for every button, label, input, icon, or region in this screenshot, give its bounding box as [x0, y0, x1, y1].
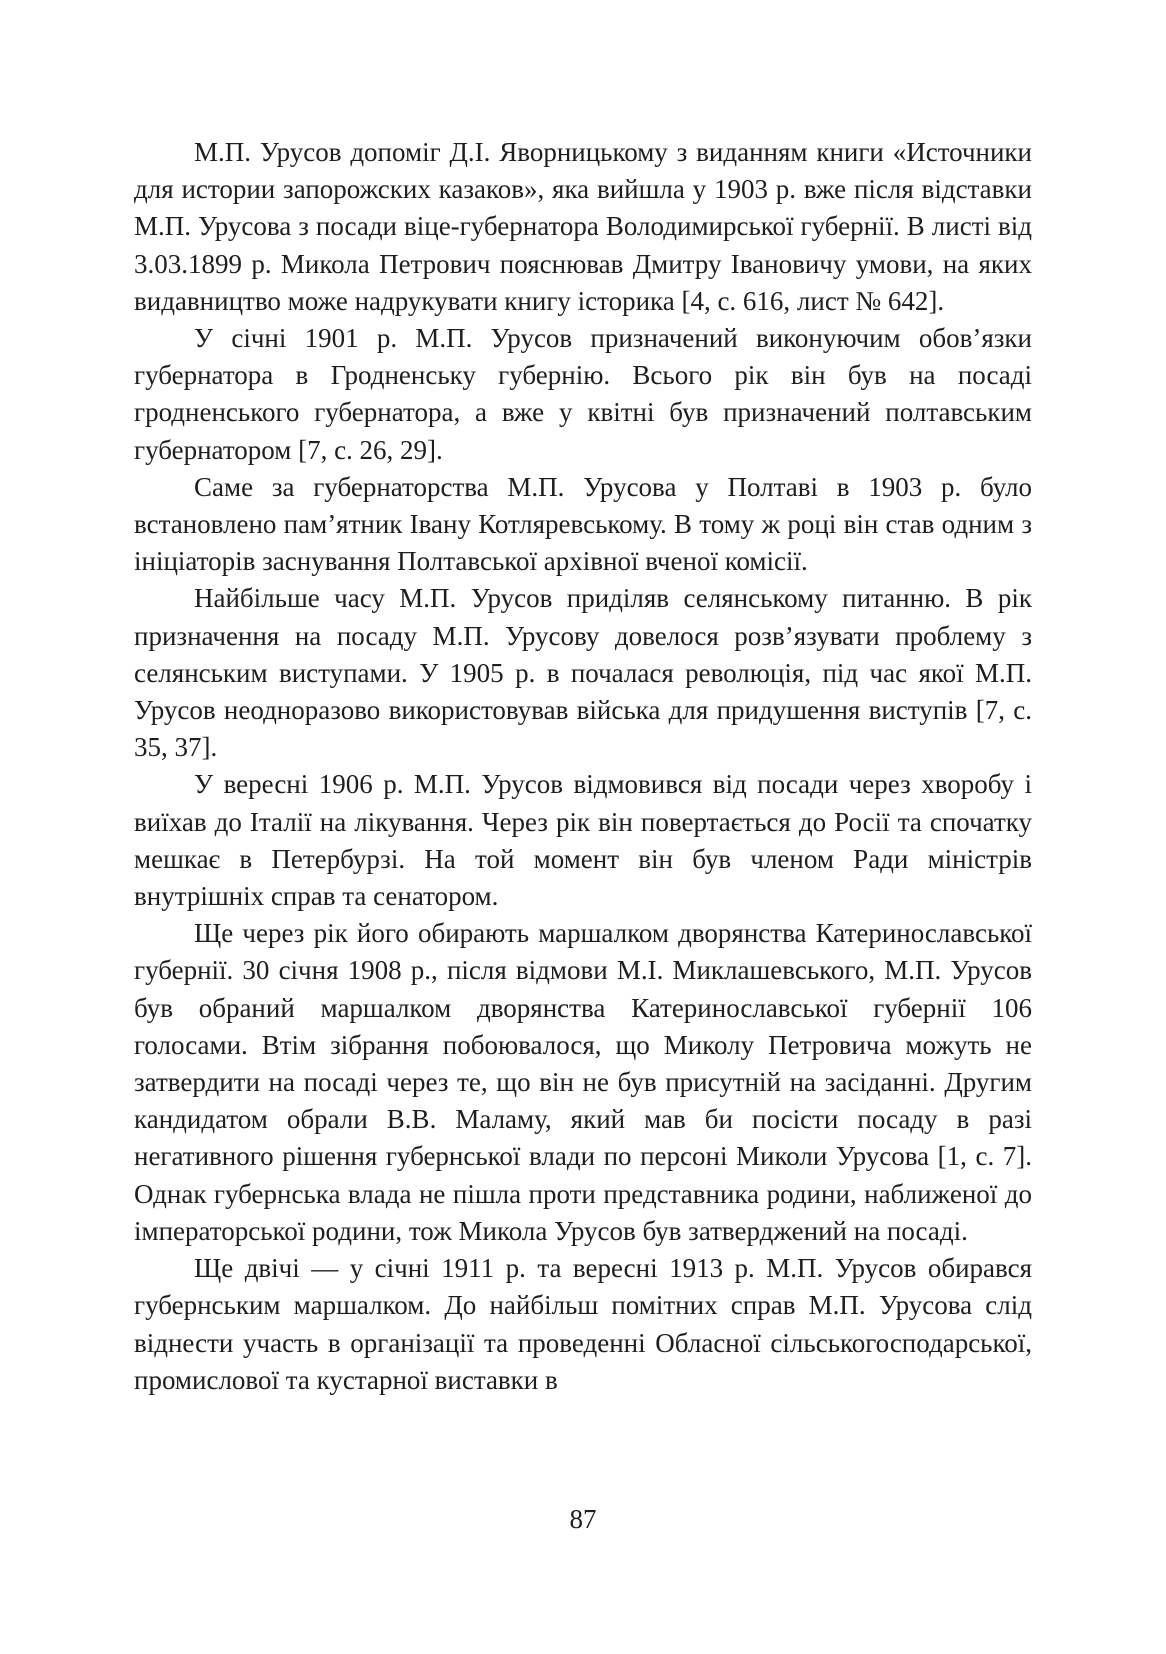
paragraph-6: Ще через рік його обирають маршалком дворянства Катеринославської губернії. 30 січня 1908 р., після відмови М.І. Миклашевського, М.П. Урусов був обраний маршалком дворянства Катеринославської губернії 106 голосами. Втім зібрання побоювалося, що Миколу Петровича можуть не затвердити на посаді через те, що він не був присутній на засіданні. Другим кандидатом обрали В.В. Маламу, який мав би посісти посаду в разі негативного рішення губернської влади по персоні Миколи Урусова [1, с. 7]. Однак губернська влада не пішла проти представника родини, наближеної до імператорської родини, тож Микола Урусов був затверджений на посаді.	[134, 918, 1032, 1246]
paragraph-7: Ще двічі — у січні 1911 р. та вересні 1913 р. М.П. Урусов обирався губернським маршалком. До найбільш помітних справ М.П. Урусова слід віднести участь в організації та проведенні Обласної сільськогосподарської, промислової та кустарної виставки в	[134, 1253, 1032, 1395]
paragraph-1: М.П. Урусов допоміг Д.І. Яворницькому з виданням книги «Источники для истории запорожских казаков», яка вийшла у 1903 р. вже після відставки М.П. Урусова з посади віце-губернатора Володимирської губернії. В листі від 3.03.1899 р. Микола Петрович пояснював Дмитру Івановичу умови, на яких видавництво може надрукувати книгу історика [4, с. 616, лист № 642].	[134, 137, 1032, 316]
paragraph-4: Найбільше часу М.П. Урусов приділяв селянському питанню. В рік призначення на посаду М.П. Урусову довелося розв’язувати проблему з селянським виступами. У 1905 р. в почалася революція, під час якої М.П. Урусов неодноразово використовував війська для придушення виступів [7, с. 35, 37].	[134, 583, 1032, 763]
body-text	[134, 134, 1032, 1399]
paragraph-3: Саме за губернаторства М.П. Урусова у Полтаві в 1903 р. було встановлено пам’ятник Івану Котляревському. В тому ж році він став одним з ініціаторів заснування Полтавської архівної вченої комісії.	[134, 471, 1032, 577]
paragraph-2: У січні 1901 р. М.П. Урусов призначений виконуючим обов’язки губернатора в Гродненську губернію. Всього рік він був на посаді гродненського губернатора, а вже у квітні був призначений полтавським губернатором [7, с. 26, 29].	[134, 323, 1032, 465]
paragraph-5: У вересні 1906 р. М.П. Урусов відмовився від посади через хворобу і виїхав до Італії на лікування. Через рік він повертається до Росії та спочатку мешкає в Петербурзі. На той момент він був членом Ради міністрів внутрішніх справ та сенатором.	[134, 769, 1032, 912]
page-number: 87	[569, 1504, 597, 1534]
